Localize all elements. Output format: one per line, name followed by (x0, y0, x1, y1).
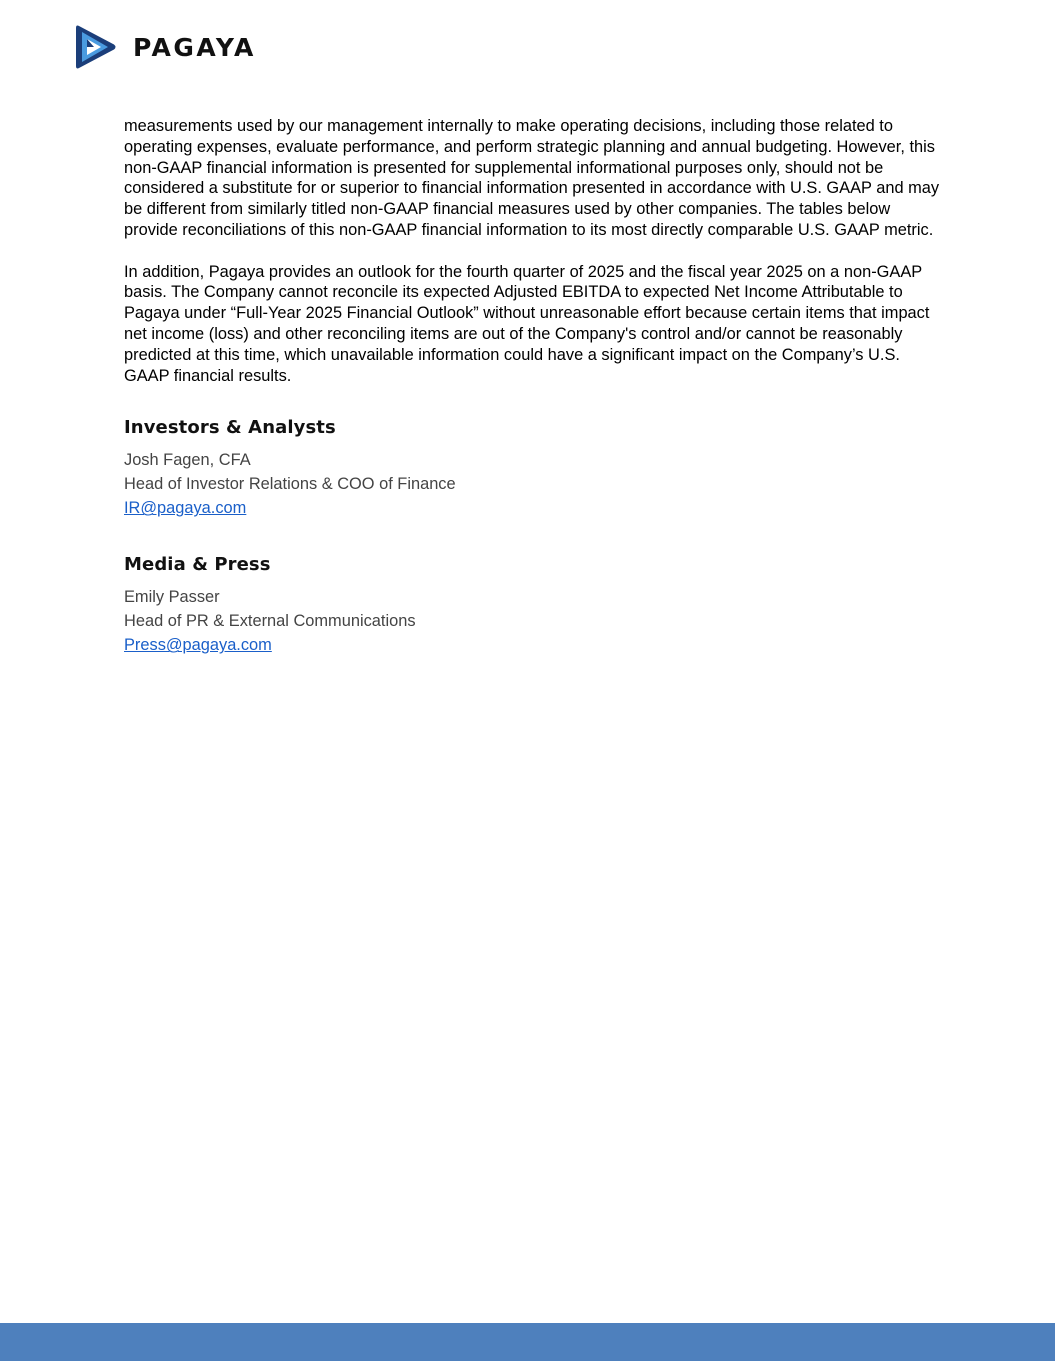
footer-bar (0, 1323, 1055, 1361)
paragraph-non-gaap-measures: measurements used by our management internally to make operating decisions, including those related to operating expenses, evaluate performance, and perform strategic planning and annual budgeting. However, this non-GAAP financial information is presented for supplemental informational purposes only, should not be considered a substitute for or superior to financial information presented in accordance with U.S. GAAP and may be different from similarly titled non-GAAP financial measures used by other companies. The tables below provide reconciliations of this non-GAAP financial information to its most directly comparable U.S. GAAP metric. (124, 117, 940, 239)
media-heading: Media & Press (124, 554, 271, 576)
investors-contact-block (124, 416, 940, 520)
media-contact-name: Emily Passer (124, 588, 220, 607)
logo-wordmark: PAGAYA (133, 32, 256, 62)
investors-email-link[interactable]: IR@pagaya.com (124, 499, 247, 518)
investors-contact-title: Head of Investor Relations & COO of Finance (124, 475, 456, 494)
pagaya-play-triangle-logo-icon (75, 23, 117, 71)
document-body (124, 116, 940, 657)
pagaya-logo (75, 22, 256, 72)
media-contact-block (124, 553, 940, 657)
media-email-link[interactable]: Press@pagaya.com (124, 636, 272, 655)
investors-contact-name: Josh Fagen, CFA (124, 451, 251, 470)
paragraph-outlook: In addition, Pagaya provides an outlook for the fourth quarter of 2025 and the fiscal year 2025 on a non-GAAP basis. The Company cannot reconcile its expected Adjusted EBITDA to expected Net Income Attributable to Pagaya under “Full-Year 2025 Financial Outlook” without unreasonable effort because certain items that impact net income (loss) and other reconciling items are out of the Company's control and/or cannot be reasonably predicted at this time, which unavailable information could have a significant impact on the Company’s U.S. GAAP financial results. (124, 262, 930, 385)
investors-heading: Investors & Analysts (124, 417, 336, 439)
media-contact-title: Head of PR & External Communications (124, 612, 416, 631)
